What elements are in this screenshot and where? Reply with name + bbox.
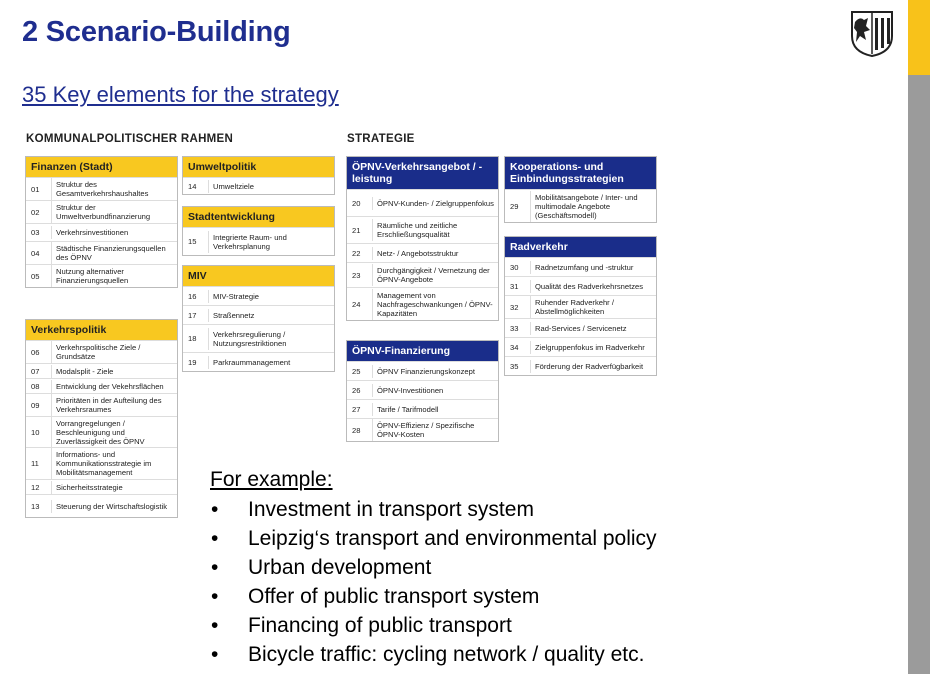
key-element-row (26, 223, 177, 241)
element-number: 10 (31, 427, 40, 437)
accent-bar-gold (908, 0, 930, 75)
element-number: 01 (31, 184, 40, 194)
box-title: Verkehrspolitik (26, 320, 177, 340)
element-text: ÖPNV-Investitionen (372, 384, 498, 397)
key-element-row (347, 262, 498, 287)
key-element-row (183, 305, 334, 324)
element-number: 24 (352, 299, 361, 309)
box-title: ÖPNV-Verkehrsangebot / -leistung (347, 157, 498, 189)
element-number: 11 (31, 459, 39, 468)
element-number: 30 (510, 262, 519, 272)
key-element-row (505, 356, 656, 375)
element-number: 14 (188, 181, 197, 191)
box-title: Kooperations- und Einbindungsstrategien (505, 157, 656, 189)
element-number: 15 (188, 237, 197, 246)
element-text: Zielgruppenfokus im Radverkehr (530, 341, 656, 354)
element-text: Tarife / Tarifmodell (372, 403, 498, 416)
element-number: 17 (188, 310, 197, 320)
key-element-row (347, 287, 498, 320)
key-element-row (183, 286, 334, 305)
key-element-box (182, 156, 335, 195)
key-element-box (25, 319, 178, 518)
element-text: Verkehrsregulierung / Nutzungsrestriktionen (208, 328, 334, 350)
element-number: 34 (510, 342, 519, 352)
element-number: 21 (352, 225, 361, 235)
element-number: 32 (510, 302, 519, 312)
element-number: 33 (510, 323, 519, 333)
element-text: Struktur des Gesamtverkehrshaushaltes (51, 178, 177, 200)
example-list (210, 468, 657, 669)
box-title: Stadtentwicklung (183, 207, 334, 227)
box-title: ÖPNV-Finanzierung (347, 341, 498, 361)
bullet-icon: • (211, 498, 219, 521)
key-element-row (26, 177, 177, 200)
key-element-row (26, 340, 177, 363)
bullet-icon: • (211, 614, 219, 637)
element-text: ÖPNV-Effizienz / Spezifische ÖPNV-Kosten (372, 419, 498, 441)
element-text: Qualität des Radverkehrsnetzes (530, 280, 656, 293)
element-text: Förderung der Radverfügbarkeit (530, 360, 656, 373)
element-text: Verkehrsinvestitionen (51, 226, 177, 239)
element-text: Städtische Finanzierungsquellen des ÖPNV (51, 242, 177, 264)
bullet-icon: • (211, 556, 219, 579)
element-number: 26 (352, 385, 361, 395)
element-text: Mobilitätsangebote / Inter- und multimodale Angebote (Geschäftsmodell) (530, 191, 656, 222)
key-element-box (346, 156, 499, 321)
accent-bar-gray (908, 75, 930, 674)
element-number: 12 (31, 482, 40, 492)
example-item (210, 524, 657, 553)
element-text: Prioritäten in der Aufteilung des Verkehrsraumes (51, 394, 177, 416)
key-element-box (25, 156, 178, 288)
leipzig-coat-of-arms-icon (850, 10, 894, 58)
element-text: Entwicklung der Vekehrsflächen (51, 380, 177, 393)
element-number: 29 (510, 201, 519, 211)
key-element-row (26, 416, 177, 447)
key-element-row (183, 227, 334, 255)
element-text: Informations- und Kommunikationsstrategie im Mobilitätsmanagement (51, 448, 177, 479)
element-number: 19 (188, 357, 197, 367)
example-heading: For example: (210, 468, 333, 491)
element-number: 16 (188, 291, 197, 301)
element-number: 07 (31, 366, 40, 376)
example-item-text: Urban development (248, 556, 432, 579)
example-item-text: Offer of public transport system (248, 585, 540, 608)
key-element-row (26, 363, 177, 378)
key-element-row (26, 378, 177, 393)
element-text: Rad-Services / Servicenetz (530, 322, 656, 335)
slide-subtitle: 35 Key elements for the strategy (22, 82, 339, 107)
element-text: Parkraummanagement (208, 356, 334, 369)
element-text: Durchgängigkeit / Vernetzung der ÖPNV-Angebote (372, 264, 498, 286)
element-number: 35 (510, 361, 519, 371)
element-text: Verkehrspolitische Ziele / Grundsätze (51, 341, 177, 363)
key-element-row (347, 216, 498, 243)
key-element-row (505, 257, 656, 276)
element-text: Sicherheitsstrategie (51, 481, 177, 494)
key-element-row (505, 276, 656, 295)
key-element-row (505, 337, 656, 356)
key-element-row (347, 361, 498, 380)
element-number: 03 (31, 228, 40, 237)
element-text: Umweltziele (208, 180, 334, 193)
element-text: Integrierte Raum- und Verkehrsplanung (208, 231, 334, 253)
element-text: Steuerung der Wirtschaftslogistik (51, 500, 177, 513)
element-number: 28 (352, 425, 361, 435)
element-text: Radnetzumfang und -struktur (530, 261, 656, 274)
key-element-row (26, 447, 177, 479)
key-element-row (183, 352, 334, 371)
example-item (210, 640, 657, 669)
element-number: 31 (510, 281, 519, 291)
bullet-icon: • (211, 643, 219, 666)
element-number: 13 (31, 501, 40, 511)
example-item (210, 495, 657, 524)
example-item-text: Leipzig‘s transport and environmental policy (248, 527, 657, 550)
element-number: 05 (31, 271, 40, 281)
key-element-box (182, 265, 335, 372)
element-text: ÖPNV Finanzierungskonzept (372, 365, 498, 378)
key-element-row (26, 393, 177, 416)
box-title: Finanzen (Stadt) (26, 157, 177, 177)
key-element-box (182, 206, 335, 256)
example-item (210, 553, 657, 582)
element-text: Struktur der Umweltverbundfinanzierung (51, 201, 177, 223)
section-heading-strategie: STRATEGIE (347, 133, 415, 145)
key-element-row (347, 380, 498, 399)
element-number: 06 (31, 347, 40, 357)
element-number: 04 (31, 248, 40, 258)
key-element-row (505, 318, 656, 337)
key-element-row (347, 189, 498, 216)
key-element-row (183, 177, 334, 194)
element-text: MIV-Strategie (208, 290, 334, 303)
key-element-row (505, 189, 656, 222)
element-text: ÖPNV-Kunden- / Zielgruppenfokus (372, 197, 498, 210)
element-text: Straßennetz (208, 309, 334, 322)
example-item-text: Investment in transport system (248, 498, 534, 521)
element-text: Vorrangregelungen / Beschleunigung und Zuverlässigkeit des ÖPNV (51, 417, 177, 448)
key-element-row (26, 241, 177, 264)
element-number: 20 (352, 198, 361, 208)
key-element-row (183, 324, 334, 352)
bullet-icon: • (211, 527, 219, 550)
element-number: 27 (352, 404, 361, 414)
element-text: Modalsplit - Ziele (51, 365, 177, 378)
element-number: 22 (352, 248, 361, 258)
key-element-row (26, 494, 177, 517)
key-element-box (504, 156, 657, 223)
element-number: 09 (31, 400, 40, 410)
element-text: Räumliche und zeitliche Erschließungsqualität (372, 219, 498, 241)
bullet-icon: • (211, 585, 219, 608)
box-title: MIV (183, 266, 334, 286)
element-number: 02 (31, 207, 40, 217)
key-element-row (347, 399, 498, 418)
example-item (210, 611, 657, 640)
key-element-row (26, 200, 177, 223)
box-title: Radverkehr (505, 237, 656, 257)
element-number: 25 (352, 366, 361, 376)
example-item (210, 582, 657, 611)
key-element-row (347, 418, 498, 441)
box-title: Umweltpolitik (183, 157, 334, 177)
key-element-box (504, 236, 657, 376)
element-text: Netz- / Angebotsstruktur (372, 247, 498, 260)
element-number: 23 (352, 270, 361, 280)
element-number: 08 (31, 381, 40, 391)
key-element-row (505, 295, 656, 318)
key-element-row (26, 479, 177, 494)
key-element-row (26, 264, 177, 287)
element-text: Ruhender Radverkehr / Abstellmöglichkeiten (530, 296, 656, 318)
key-element-box (346, 340, 499, 442)
element-number: 18 (188, 334, 197, 343)
key-element-row (347, 243, 498, 262)
example-item-text: Financing of public transport (248, 614, 512, 637)
page-title: 2 Scenario-Building (22, 16, 291, 48)
section-heading-kommunalpolitik: KOMMUNALPOLITISCHER RAHMEN (26, 133, 234, 145)
element-text: Management von Nachfrageschwankungen / ÖPNV-Kapazitäten (372, 289, 498, 320)
example-item-text: Bicycle traffic: cycling network / quality etc. (248, 643, 645, 666)
element-text: Nutzung alternativer Finanzierungsquellen (51, 265, 177, 287)
